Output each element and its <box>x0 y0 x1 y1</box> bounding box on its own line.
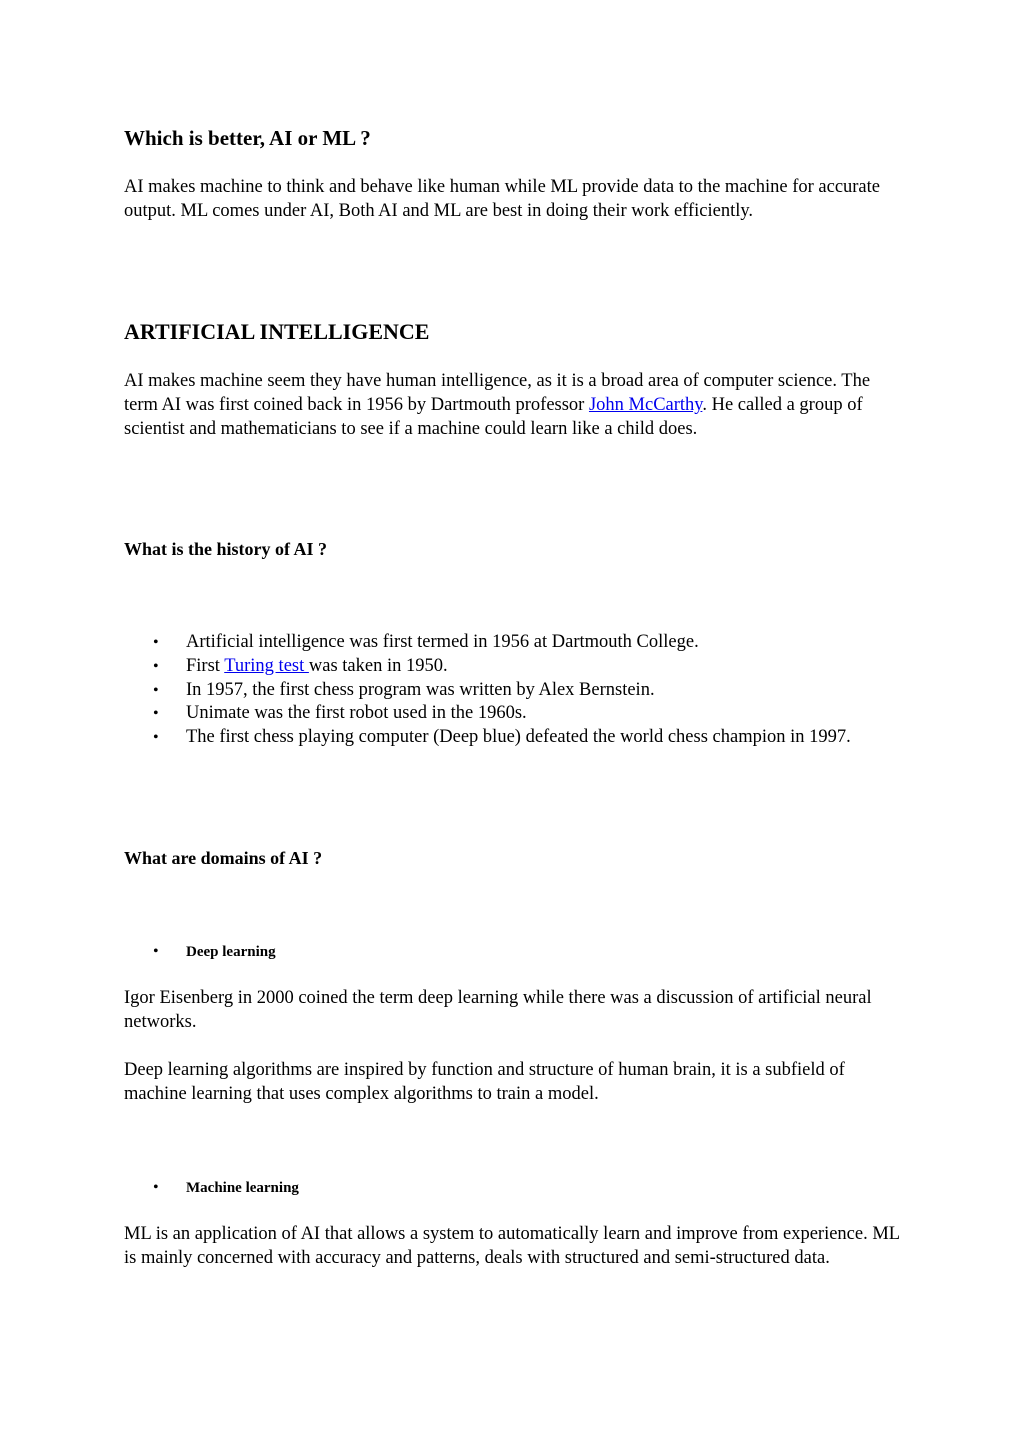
list-item-text: Unimate was the first robot used in the 1960s. <box>186 703 527 724</box>
list-item <box>124 942 904 962</box>
paragraph-ai-vs-ml: AI makes machine to think and behave like human while ML provide data to the machine for accurate output. ML comes under AI, Both AI and ML are best in doing their work efficiently. <box>124 177 880 221</box>
deep-learning-label: Deep learning <box>186 944 276 960</box>
list-item <box>124 1178 904 1198</box>
list-item-text-before: First <box>186 655 225 676</box>
list-item <box>124 702 904 726</box>
heading-domains-of-ai: What are domains of AI ? <box>124 848 323 868</box>
bullet-icon: • <box>153 729 159 747</box>
paragraph-ai-definition <box>124 369 904 441</box>
turing-test-link[interactable]: Turing test <box>224 655 309 676</box>
paragraph-ai-text-before: AI makes machine seem they have human intelligence, as it is a broad area of computer science. The term AI was first coined back in 1956 by Dartmouth professor <box>124 371 871 415</box>
bullet-icon: • <box>153 681 159 699</box>
list-item <box>124 679 904 703</box>
heading-history-of-ai: What is the history of AI ? <box>124 539 328 559</box>
bullet-icon: • <box>153 943 159 960</box>
list-item <box>124 726 904 750</box>
bullet-icon: • <box>153 634 159 651</box>
history-list <box>124 631 904 750</box>
list-item-text: The first chess playing computer (Deep blue) defeated the world chess champion in 1997. <box>186 727 851 748</box>
bullet-icon: • <box>153 705 159 723</box>
list-item <box>124 655 904 679</box>
domain-deep-learning <box>124 942 904 962</box>
list-item-text: In 1957, the first chess program was written by Alex Bernstein. <box>186 679 655 700</box>
paragraph-machine-learning: ML is an application of AI that allows a system to automatically learn and improve from experience. ML is mainly concerned with accuracy and patterns, deals with structured and semi-structured data. <box>124 1224 900 1268</box>
john-mccarthy-link[interactable]: John McCarthy <box>588 395 703 415</box>
bullet-icon: • <box>153 657 159 675</box>
list-item-text-after: was taken in 1950. <box>308 655 448 676</box>
machine-learning-label: Machine learning <box>186 1180 299 1196</box>
paragraph-ai-text-after: . He called a group of scientist and mathematicians to see if a machine could learn like a child does. <box>124 395 863 439</box>
heading-artificial-intelligence: ARTIFICIAL INTELLIGENCE <box>124 319 430 344</box>
paragraph-deep-learning-definition: Deep learning algorithms are inspired by function and structure of human brain, it is a subfield of machine learning that uses complex algorithms to train a model. <box>124 1060 845 1104</box>
bullet-icon: • <box>153 1179 159 1196</box>
paragraph-deep-learning-origin: Igor Eisenberg in 2000 coined the term deep learning while there was a discussion of artificial neural networks. <box>124 988 872 1032</box>
list-item-text: Artificial intelligence was first termed in 1956 at Dartmouth College. <box>186 632 699 652</box>
heading-which-is-better: Which is better, AI or ML ? <box>124 126 371 150</box>
list-item <box>124 631 904 655</box>
domain-machine-learning <box>124 1178 904 1198</box>
